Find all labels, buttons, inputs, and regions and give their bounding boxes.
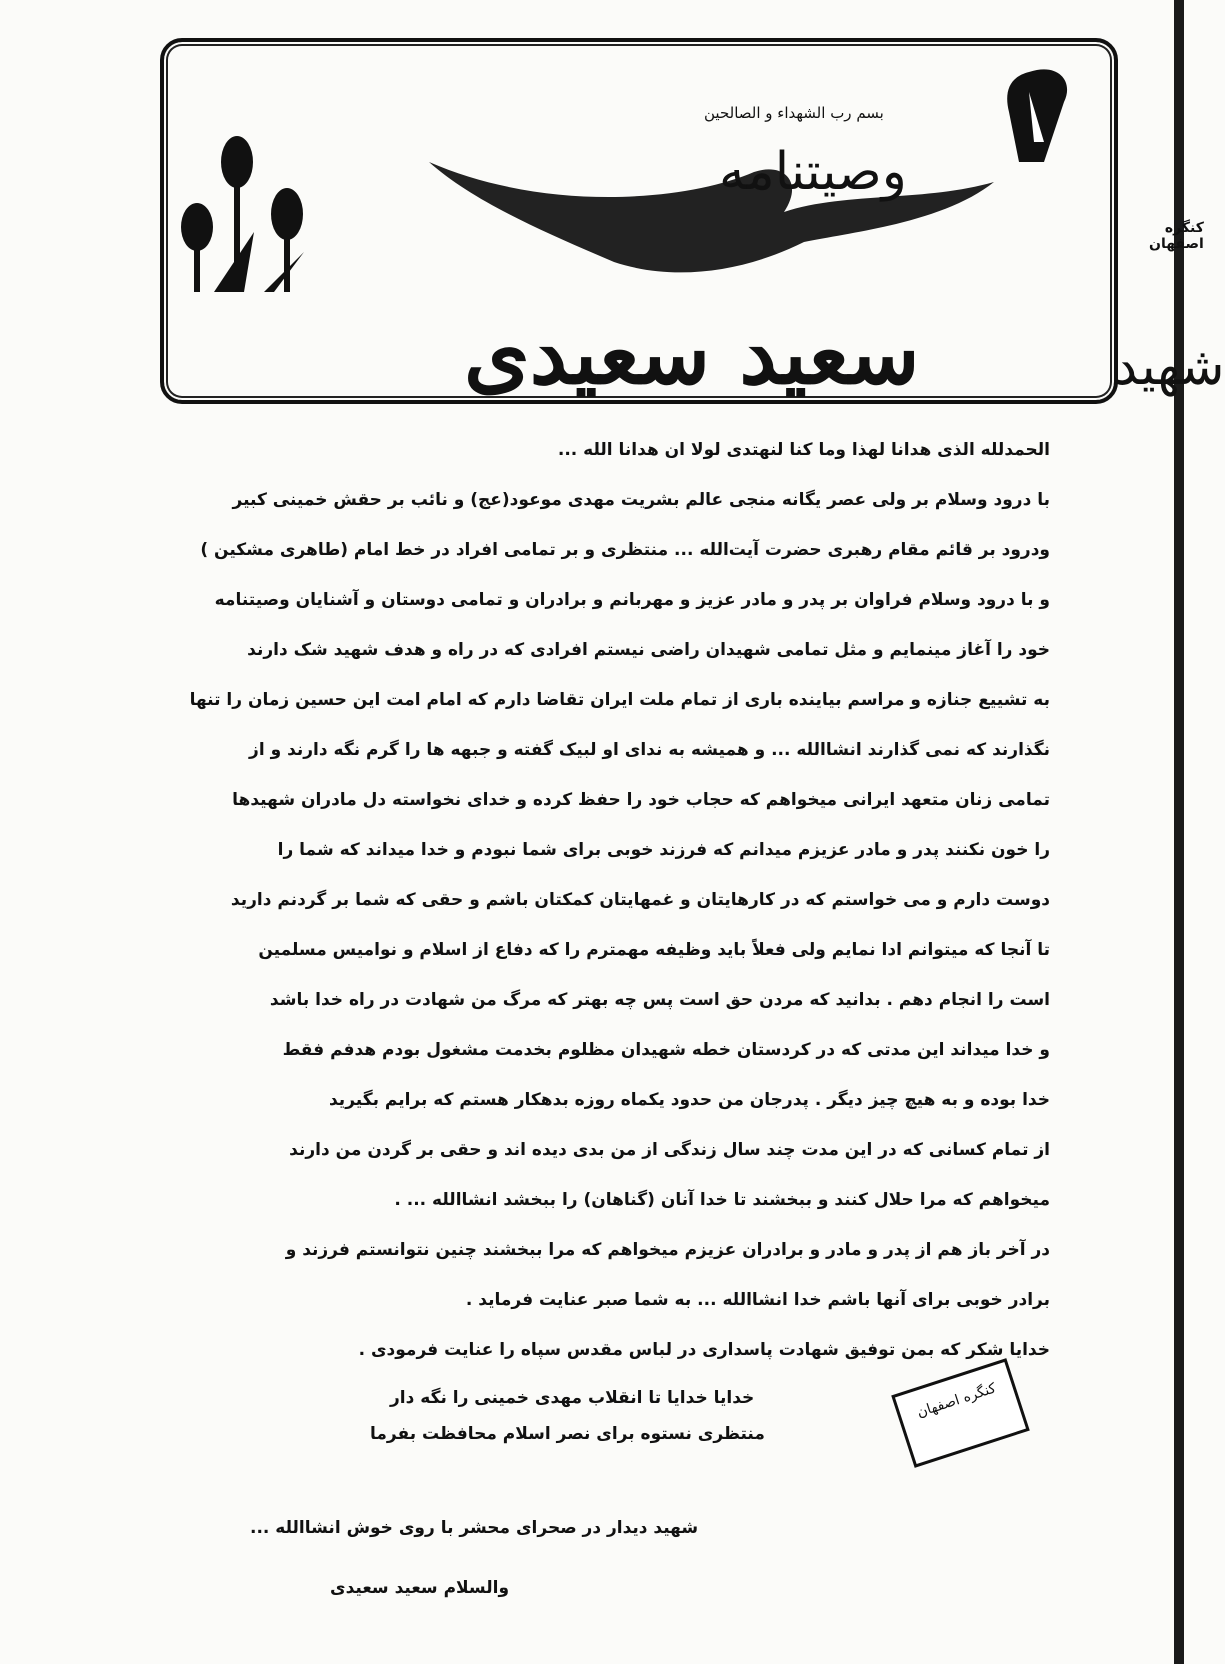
text-line: الحمدلله الذی هدانا لهذا وما کنا لنهتدی لولا ان هدانا الله ... (557, 440, 1050, 460)
dove-illustration (424, 142, 1004, 282)
text-line: در آخر باز هم از پدر و مادر و برادران عزیزم میخواهم که مرا ببخشند چنین نتوانستم فرزند و (285, 1240, 1050, 1260)
text-line: با درود وسلام بر ولی عصر یگانه منجی عالم بشریت مهدی موعود(عج) و نائب بر حقش خمینی کبیر (232, 490, 1050, 510)
text-line: میخواهم که مرا حلال کنند و ببخشند تا خدا آنان (گناهان) را ببخشد انشاالله ... . (394, 1190, 1050, 1210)
logo-label: کنگره اصفهان (1149, 220, 1204, 252)
stamp-text: کنگره اصفهان (915, 1380, 998, 1421)
text-line: را خون نکنند پدر و مادر عزیزم میدانم که فرزند خوبی برای شما نبودم و خدا میداند که شما را (277, 840, 1050, 860)
text-line: ودرود بر قائم مقام رهبری حضرت آیت‌الله ... منتظری و بر تمامی افراد در خط امام (طاهری مشکین ) (200, 540, 1050, 560)
martyr-prefix: شهید (1114, 337, 1225, 397)
text-line: است را انجام دهم . بدانید که مردن حق است پس چه بهتر که مرگ من شهادت در راه خدا باشد (269, 990, 1050, 1010)
text-line: و با درود وسلام فراوان بر پدر و مادر عزیز و مهربانم و برادران و تمامی دوستان و آشنایان وصیتنامه (214, 590, 1050, 610)
text-line: دوست دارم و می خواستم که در کارهایتان و غمهایتان کمکتان باشم و حقی که شما بر گردنم دارید (230, 890, 1050, 910)
text-line: تا آنجا که میتوانم ادا نمایم ولی فعلاً باید وظیفه مهمترم را که دفاع از اسلام و نوامیس مسلمین (258, 940, 1050, 960)
closing-line-3: شهید دیدار در صحرای محشر با روی خوش انشاالله ... (250, 1518, 699, 1538)
text-line: و خدا میداند این مدتی که در کردستان خطه شهیدان مظلوم بخدمت مشغول بودم هدفم فقط (282, 1040, 1050, 1060)
closing-line-2: منتظری نستوه برای نصر اسلام محافظت بفرما (370, 1424, 765, 1444)
martyr-name: سعید سعیدی (464, 304, 920, 403)
stamp (891, 1358, 1030, 1468)
text-line: به تشییع جنازه و مراسم بیاینده باری از تمام ملت ایران تقاضا دارم که امام امت این حسین زمان را تنها (189, 690, 1050, 710)
will-title: وصیتنامه (719, 142, 907, 202)
header-frame (160, 38, 1225, 404)
tulips-illustration (174, 102, 324, 302)
text-line: برادر خوبی برای آنها باشم خدا انشاالله ... به شما صبر عنایت فرماید . (465, 1290, 1050, 1310)
logo-icon (989, 62, 1079, 172)
bismillah-text: بسم رب الشهداء و الصالحین (704, 104, 884, 122)
text-line: تمامی زنان متعهد ایرانی میخواهم که حجاب خود را حفظ کرده و خدای نخواسته دل مادران شهیدها (232, 790, 1050, 810)
text-line: خدا بوده و به هیچ چیز دیگر . پدرجان من حدود یکماه روزه بدهکار هستم که برایم بگیرید (328, 1090, 1050, 1110)
text-line: خدایا شکر که بمن توفیق شهادت پاسداری در لباس مقدس سپاه را عنایت فرمودی . (358, 1340, 1050, 1360)
closing-line-1: خدایا خدایا تا انقلاب مهدی خمینی را نگه دار (390, 1388, 755, 1408)
text-line: نگذارند که نمی گذارند انشاالله ... و همیشه به ندای او لبیک گفته و جبهه ها را گرم نگه دارند و از (249, 740, 1050, 760)
text-line: خود را آغاز مینمایم و مثل تمامی شهیدان راضی نیستم افرادی که در راه و هدف شهید شک دارند (247, 640, 1050, 660)
signature: والسلام سعید سعیدی (330, 1578, 510, 1598)
text-line: از تمام کسانی که در این مدت چند سال زندگی از من بدی دیده اند و حقی بر گردن من دارند (289, 1140, 1050, 1160)
